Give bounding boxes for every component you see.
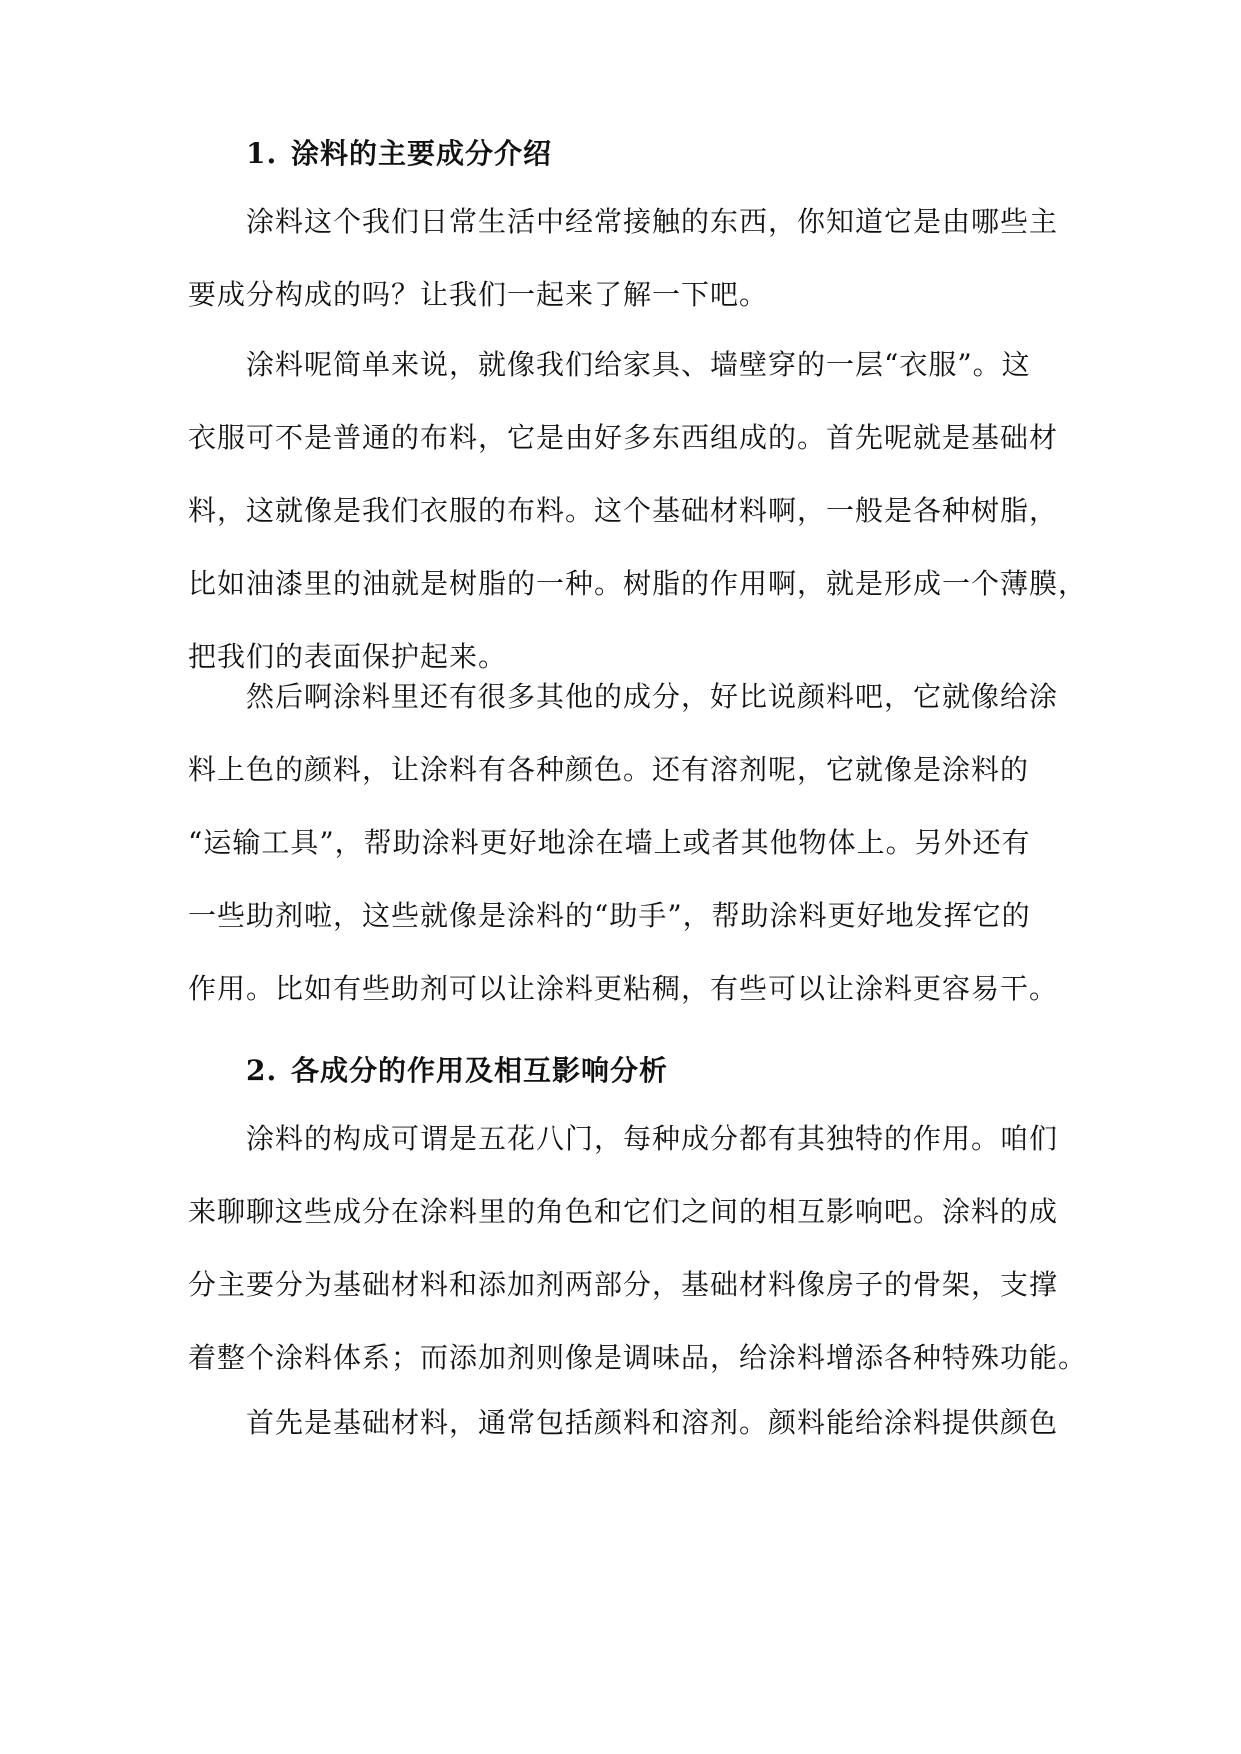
- section-2-paragraph-1: [188, 1102, 1088, 1394]
- text-line: 比如油漆里的油就是树脂的一种。树脂的作用啊，就是形成一个薄膜，: [188, 567, 1088, 600]
- text-line: 一些助剂啦，这些就像是涂料的“助手”，帮助涂料更好地发挥它的: [188, 899, 1031, 932]
- text-line: 涂料呢简单来说，就像我们给家具、墙壁穿的一层“衣服”。这: [246, 348, 1031, 381]
- section-2-heading: [246, 1051, 668, 1091]
- text-line: 然后啊涂料里还有很多其他的成分，好比说颜料吧，它就像给涂: [246, 680, 1059, 713]
- text-line: 着整个涂料体系；而添加剂则像是调味品，给涂料增添各种特殊功能。: [188, 1341, 1088, 1374]
- text-line: “运输工具”，帮助涂料更好地涂在墙上或者其他物体上。另外还有: [188, 826, 1031, 859]
- section-1-paragraph-3: [188, 660, 1058, 1025]
- section-1-paragraph-1: [188, 185, 1058, 331]
- text-line: 涂料的构成可谓是五花八门，每种成分都有其独特的作用。咱们: [246, 1122, 1059, 1155]
- text-line: 分主要分为基础材料和添加剂两部分，基础材料像房子的骨架，支撑: [188, 1268, 1059, 1301]
- section-1-heading: [246, 134, 552, 174]
- text-line: 作用。比如有些助剂可以让涂料更粘稠，有些可以让涂料更容易干。: [188, 972, 1059, 1005]
- text-line: 料上色的颜料，让涂料有各种颜色。还有溶剂呢，它就像是涂料的: [188, 753, 1030, 786]
- section-2-paragraph-2: [188, 1386, 1058, 1459]
- text-line: 涂料这个我们日常生活中经常接触的东西，你知道它是由哪些主: [246, 205, 1059, 238]
- text-line: 把我们的表面保护起来。: [188, 640, 508, 673]
- text-line: 料，这就像是我们衣服的布料。这个基础材料啊，一般是各种树脂，: [188, 494, 1059, 527]
- text-line: 衣服可不是普通的布料，它是由好多东西组成的。首先呢就是基础材: [188, 421, 1059, 454]
- section-2-title: 各成分的作用及相互影响分析: [291, 1054, 669, 1087]
- text-line: 要成分构成的吗？让我们一起来了解一下吧。: [188, 278, 769, 311]
- section-1-number: 1.: [246, 137, 278, 170]
- section-1-title: 涂料的主要成分介绍: [291, 137, 553, 170]
- section-1-paragraph-2: [188, 328, 1088, 693]
- text-line: 来聊聊这些成分在涂料里的角色和它们之间的相互影响吧。涂料的成: [188, 1195, 1059, 1228]
- section-2-number: 2.: [246, 1054, 278, 1087]
- text-line: 首先是基础材料，通常包括颜料和溶剂。颜料能给涂料提供颜色: [246, 1406, 1059, 1439]
